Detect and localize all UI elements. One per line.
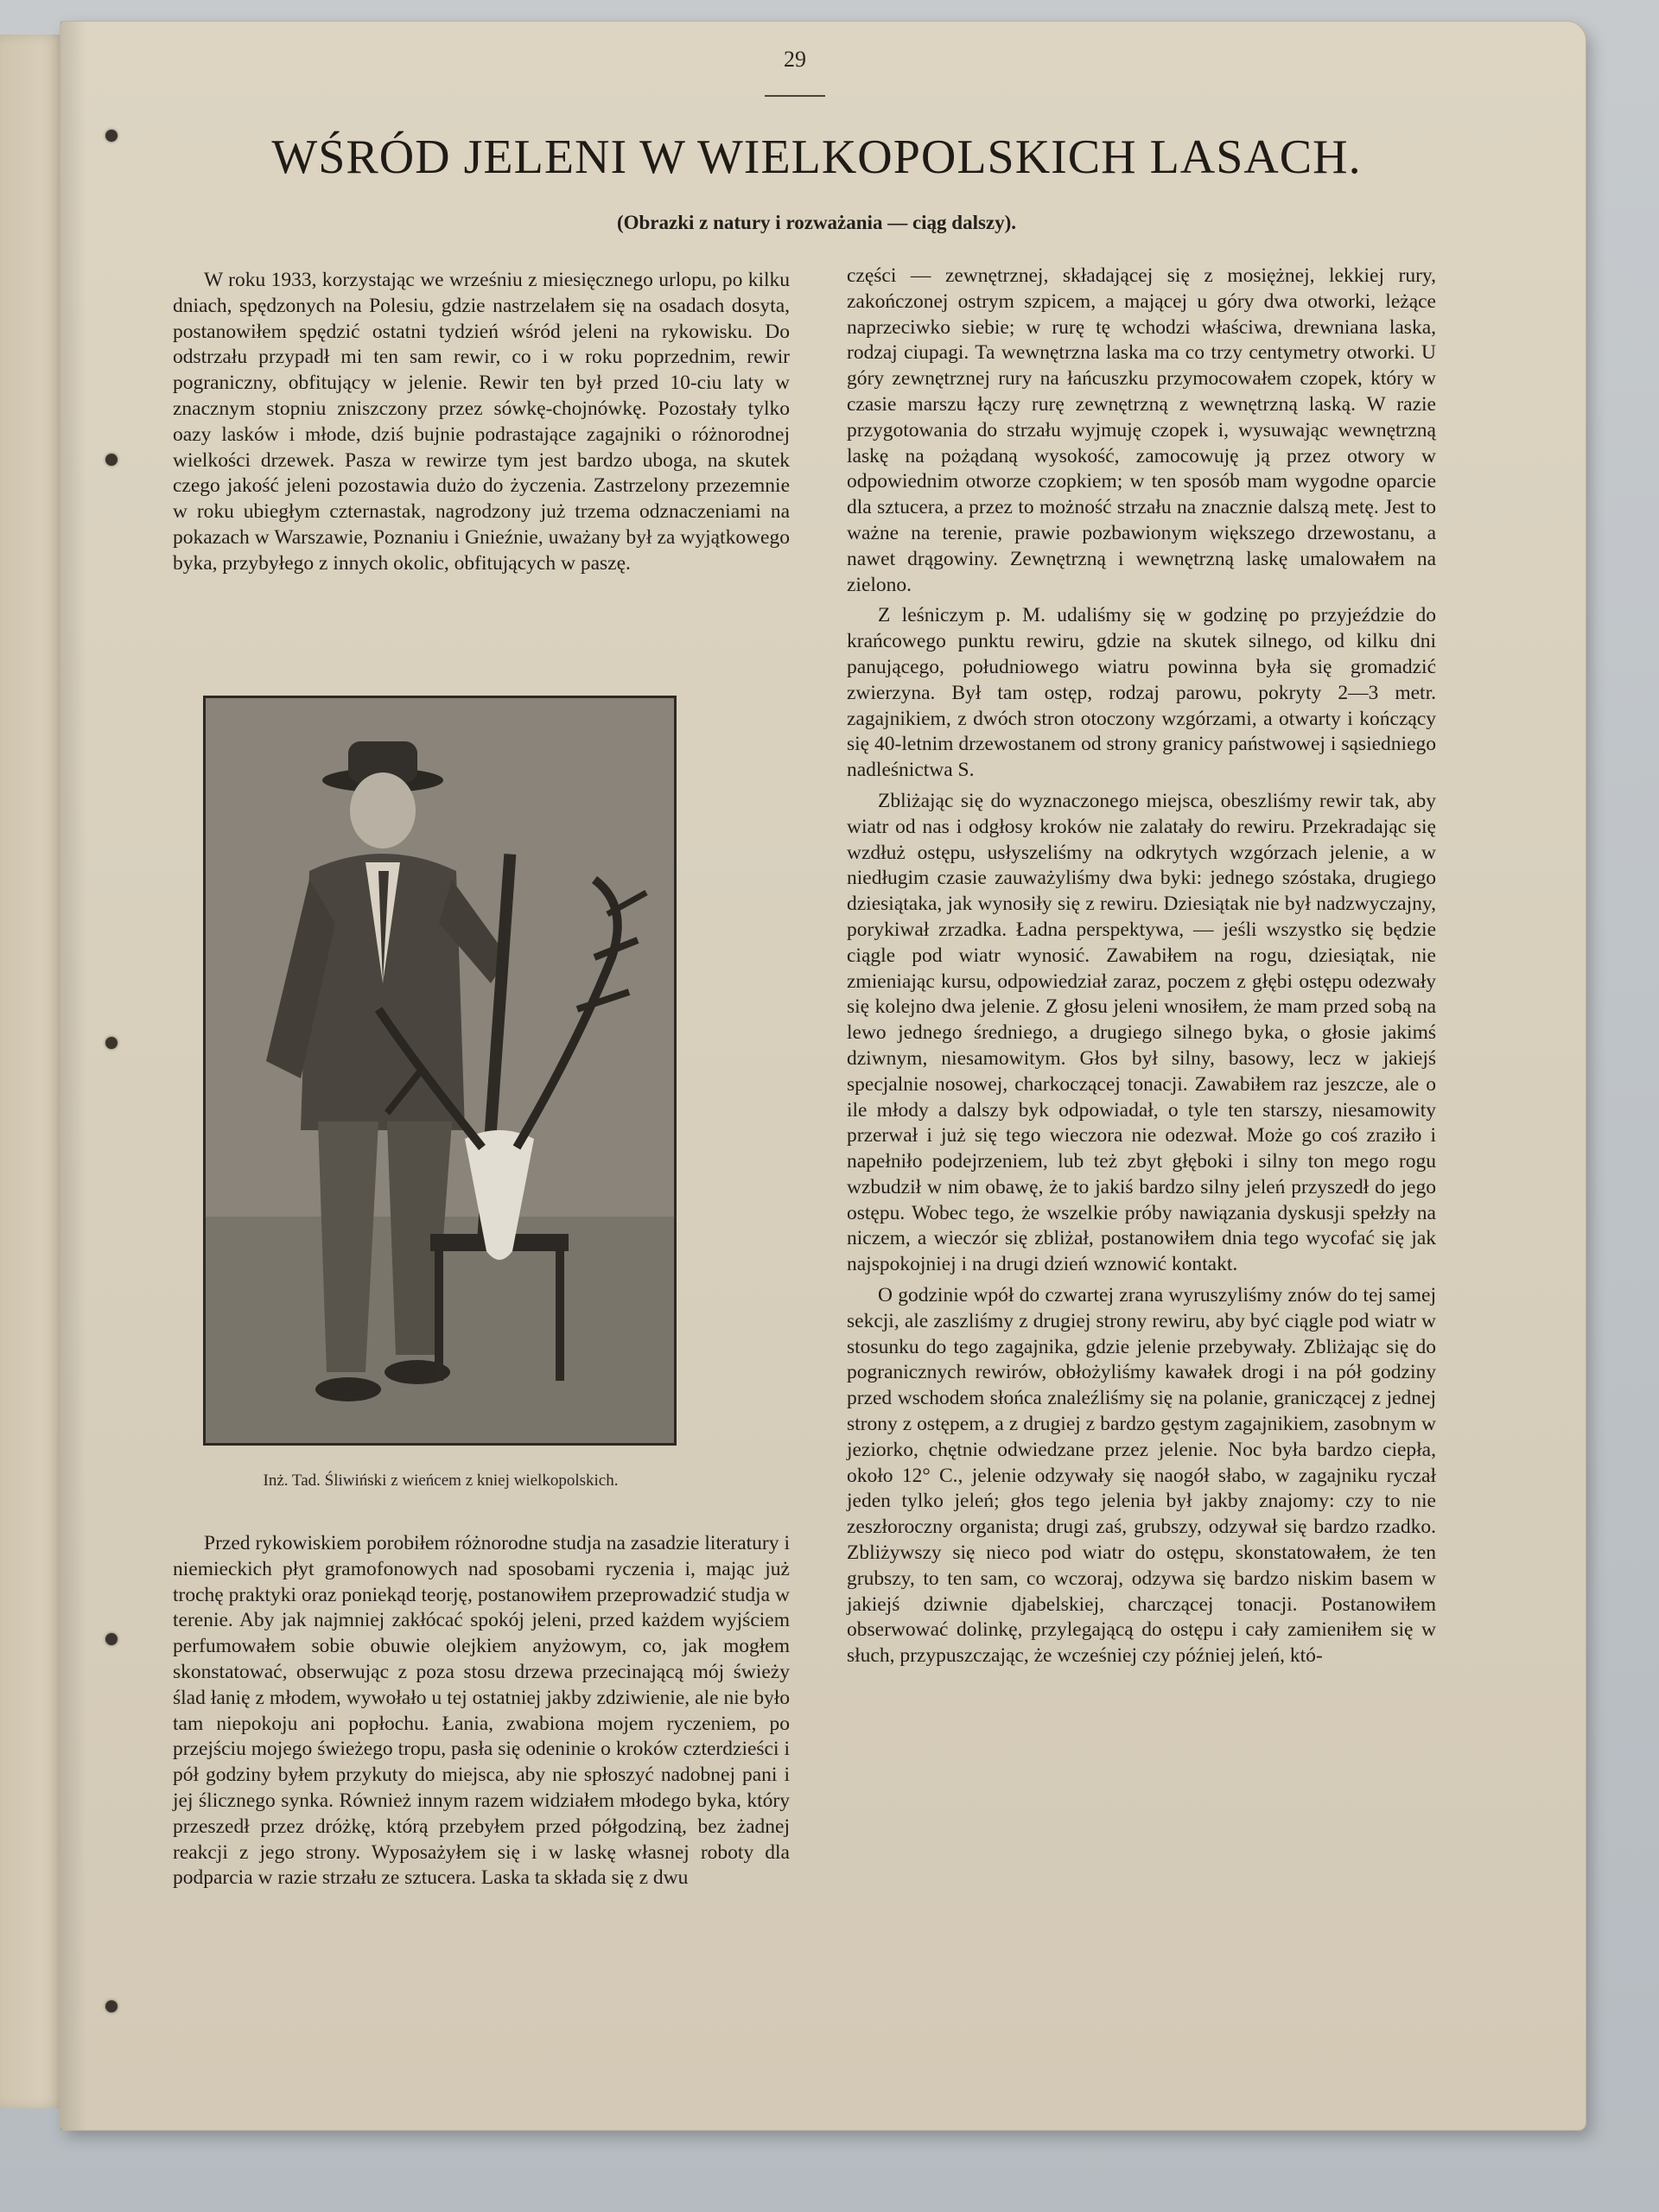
binding-hole	[105, 454, 118, 466]
right-column	[847, 264, 1436, 1675]
page-number: 29	[784, 47, 806, 72]
hunter-photo-illustration	[206, 698, 674, 1443]
photograph-hunter-with-antlers	[203, 696, 677, 1446]
photo-caption: Inż. Tad. Śliwiński z wieńcem z kniej wielkopolskich.	[263, 1471, 619, 1490]
paragraph: Przed rykowiskiem porobiłem różnorodne studja na zasadzie literatury i niemieckich płyt gramofonowych nad sposobami ryczenia i, mając już trochę praktyki oraz poniekąd teorję, postanowiłem przeprowadzić studja w terenie. Aby jak najmniej zakłócać spokój jeleni, przed każdem wyjściem perfumowałem sobie obuwie olejkiem anyżowym, co, jak mogłem skonstatować, obserwując z poza stosu drzewa przecinającą mój świeży ślad łanię z młodem, wywołało u tej ostatniej jakby zdziwienie, ale nie było tam niepokoju ani popłochu. Łania, zwabiona mojem ryczeniem, po przejściu mojego świeżego tropu, pasła się odeninie o kroków czterdzieści i pół godziny byłem przykuty do miejsca, aby nie spłoszyć nadobnej pani i jej ślicznego synka. Również innym razem widziałem młodego byka, który przeszedł przez dróżkę, którą przebyłem przed półgodziną, bez żadnej reakcji z jego strony. Wyposażyłem się i w laskę własnej roboty dla podparcia w razie strzału ze sztucera. Laska ta składa się z dwu	[173, 1532, 790, 1890]
binding-hole	[105, 130, 118, 142]
paragraph: Z leśniczym p. M. udaliśmy się w godzinę po przyjeździe do krańcowego punktu rewiru, gdzie na skutek silnego, od kilku dni panującego, południowego wiatru powinna była się gromadzić zwierzyna. Był tam ostęp, rodzaj parowu, pokryty 2—3 metr. zagajnikiem, z dwóch stron otoczony wzgórzami, a otwarty i kończący się 40-letnim drzewostanem od strony granicy państwowej i sąsiedniego nadleśnictwa S.	[847, 604, 1436, 782]
binding-hole	[105, 1633, 118, 1645]
paragraph: O godzinie wpół do czwartej zrana wyruszyliśmy znów do tej samej sekcji, ale zaszliśmy z drugiej strony rewiru, aby być ciągle pod wiatr w stosunku do tego zagajnika, gdzie jelenie przebywały. Zbliżając się do pogranicznych rewirów, obłożyliśmy kawałek drogi i na pół godziny przed wschodem słońca znaleźliśmy się na polanie, graniczącej z jednej strony z ostępem, a z drugiej z bardzo gęstym zagajnikiem, zasobnym w jeziorko, chętnie odwiedzane przez jelenie. Noc była bardzo ciepła, około 12° C., jelenie odzywały się naogół słabo, w zagajniku ryczał jeden tylko jeleń; głos tego jelenia był jakby znajomy: czy to nie zeszłoroczny organista; drugi zaś, grubszy, odzywał się bardzo rzadko. Zbliżywszy się nieco pod wiatr do ostępu, skonstatowałem, że ten grubszy, to ten sam, co wczoraj, odzywa się bardzo niskim basem w jakiejś dziwnie djabelskiej, charczącej tonacji. Postanowiłem obserwować dolinkę, przylegającą do ostępu i cały zamieniłem się w słuch, przypuszczając, że wcześniej czy później jeleń, któ-	[847, 1284, 1436, 1668]
article-title: WŚRÓD JELENI W WIELKOPOLSKICH LASACH.	[271, 130, 1362, 184]
paragraph: Zbliżając się do wyznaczonego miejsca, obeszliśmy rewir tak, aby wiatr od nas i odgłosy kroków nie zalatały do rewiru. Przekradając się wzdłuż ostępu, usłyszeliśmy na odkrytych wzgórzach jelenie, a w niedługim czasie zauważyliśmy dwa byki: jednego szóstaka, drugiego dziesiątaka, jak wynosiły się z rewiru. Dziesiątak nie był nadzwyczajny, porykiwał zrzadka. Ładna perspektywa, — jeśli wszystko się będzie ciągle pod wiatr wynosić. Zawabiłem na rogu, dziesiątak, nie zmieniając kursu, odpowiedział zaraz, poczem z głębi ostępu odezwały się kolejno dwa jelenie. Z głosu jeleni wnosiłem, że mam przed sobą na lewo jednego średniego, a drugiego silnego byka, o głosie jakimś dziwnym, niesamowitym. Głos był silny, basowy, lecz w jakiejś specjalnie nosowej, charkoczącej tonacji. Zawabiłem raz jeszcze, ale o ile młody a dalszy byk odpowiadał, o tyle ten starszy, niesamowity przerwał i już się tego wieczora nie odezwał. Może go coś zraziło i napełniło podejrzeniem, lub też zbyt głęboki i silny ton mego rogu wzbudził w nim obawę, że to jakiś bardzo silny jeleń przyszedł do jego ostępu. Wobec tego, że wszelkie próby nawiązania dyskusji spełzły na niczem, a wieczór się zbliżał, postanowiłem dnia tego wycofać się jak najspokojniej i na drugi dzień wznowić kontakt.	[847, 789, 1436, 1276]
page-number-rule	[765, 95, 825, 97]
binding-hole	[105, 2000, 118, 2012]
left-column-top	[173, 268, 790, 582]
paragraph: W roku 1933, korzystając we wrześniu z miesięcznego urlopu, po kilku dniach, spędzonych na Polesiu, gdzie nastrzelałem się na osadach dosyta, postanowiłem spędzić ostatni tydzień wśród jeleni na rykowisku. Do odstrzału przypadł mi ten sam rewir, co i w roku poprzednim, rewir pograniczny, obfitujący w jelenie. Rewir ten był przed 10-ciu laty w znacznym stopniu zniszczony przez sówkę-chojnówkę. Pozostały tylko oazy lasków i młode, dziś bujnie podrastające zagajniki o różnorodnej wielkości drzewek. Pasza w rewirze tym jest bardzo uboga, na skutek czego jakość jeleni pozostawia dużo do życzenia. Zastrzelony przezemnie w roku ubiegłym czternastak, nagrodzony już trzema odznaczeniami na pokazach w Warszawie, Poznaniu i Gnieźnie, uważany był za wyjątkowego byka, przybyłego z innych okolic, obfitujących w paszę.	[173, 269, 790, 575]
left-column-bottom	[173, 1531, 790, 1897]
page-fold-shadow	[60, 22, 86, 2130]
article-subtitle: (Obrazki z natury i rozważania — ciąg dalszy).	[616, 212, 1017, 233]
binding-hole	[105, 1037, 118, 1049]
paragraph: części — zewnętrznej, składającej się z mosiężnej, lekkiej rury, zakończonej ostrym szpicem, a mającej u góry dwa otworki, leżące naprzeciwko siebie; w rurę tę wchodzi właściwa, drewniana laska, rodzaj ciupagi. Ta wewnętrzna laska ma co trzy centymetry otworki. U góry zewnętrznej rury na łańcuszku przymocowałem czopek, który w czasie marszu łączy rurę zewnętrzną z wewnętrzną laską. W razie przygotowania do strzału wyjmuję czopek i, wysuwając wewnętrzną laskę na pożądaną wysokość, zamocowuję ją przez otwory w odpowiednim otworze czopkiem; w ten sposób mam wygodne oparcie dla sztucera, a przez to możność strzału na znacznie dalszą metę. Jest to ważne na terenie, prawie pozbawionym większego drzewostanu, a nawet drągowiny. Zewnętrzną i wewnętrzną laskę umalowałem na zielono.	[847, 264, 1436, 596]
